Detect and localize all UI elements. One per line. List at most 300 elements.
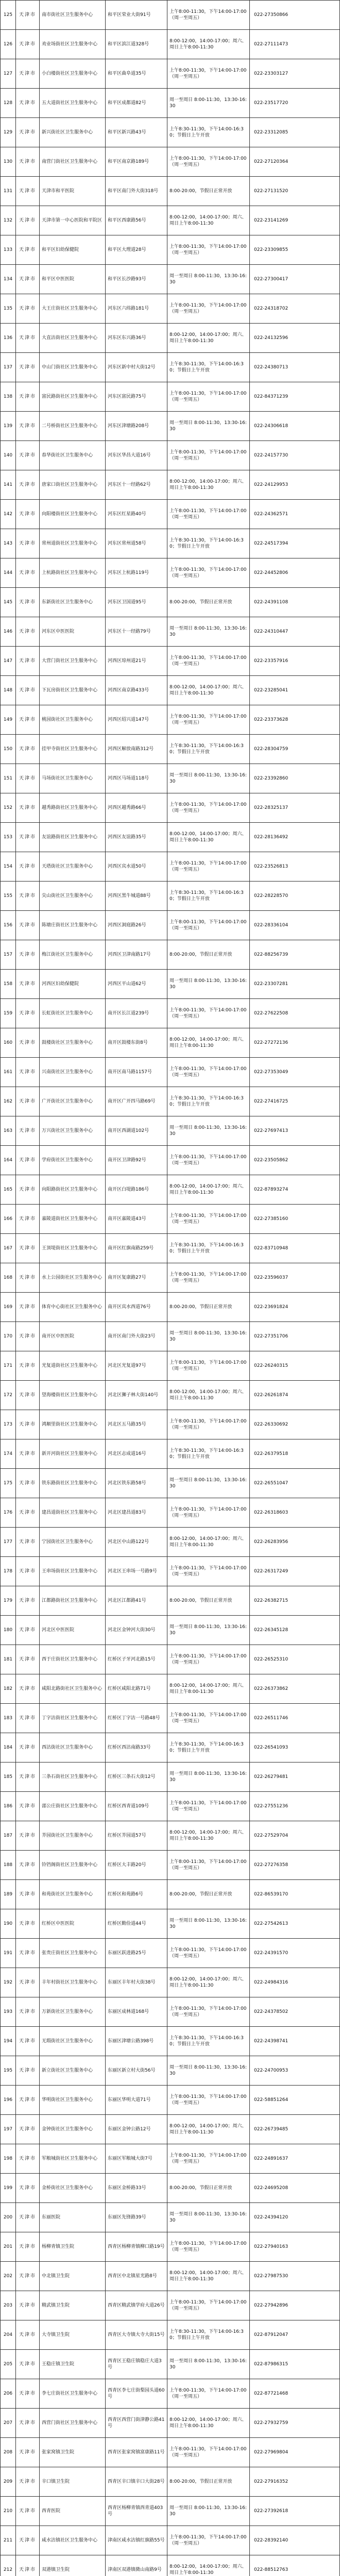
name-cell: 梅江街社区卫生服务中心 bbox=[40, 940, 106, 970]
row-number: 191 bbox=[1, 1939, 16, 1968]
phone-cell: 022-23392860 bbox=[250, 764, 340, 793]
name-cell: 王串场街社区卫生服务中心 bbox=[40, 1557, 106, 1586]
city-cell: 天津市 bbox=[16, 1146, 40, 1175]
name-cell: 中北镇卫生院 bbox=[40, 2262, 106, 2291]
phone-cell: 022-23505862 bbox=[250, 1146, 340, 1175]
address-cell: 西青区大寺镇大寺大街15号 bbox=[106, 2320, 167, 2350]
city-cell: 天津市 bbox=[16, 1557, 40, 1586]
phone-cell: 022-23596037 bbox=[250, 1263, 340, 1293]
name-cell: 春华街社区卫生服务中心 bbox=[40, 441, 106, 470]
table-row bbox=[1, 1645, 340, 1674]
address-cell: 河西区平山道62号 bbox=[106, 970, 167, 999]
hours-cell: 上午8:00-11:30，下午14:00-17:00（周一至周五） bbox=[167, 2232, 250, 2262]
city-cell: 天津市 bbox=[16, 2379, 40, 2409]
address-cell: 南开区复康路27号 bbox=[106, 1263, 167, 1293]
table-row bbox=[1, 1792, 340, 1821]
table-row bbox=[1, 647, 340, 676]
name-cell: 望海楼街社区卫生服务中心 bbox=[40, 1381, 106, 1410]
hours-cell: 上午8:30-11:30，下午14:00-16:30；节假日上午开放 bbox=[167, 1733, 250, 1762]
row-number: 188 bbox=[1, 1851, 16, 1880]
city-cell: 天津市 bbox=[16, 1498, 40, 1528]
hours-cell: 上午8:00-11:30，下午14:00-17:00（周一至周五） bbox=[167, 2291, 250, 2320]
address-cell: 河北区狮子林大街140号 bbox=[106, 1381, 167, 1410]
city-cell: 天津市 bbox=[16, 177, 40, 206]
address-cell: 河北区王串场一号路9号 bbox=[106, 1557, 167, 1586]
city-cell: 天津市 bbox=[16, 500, 40, 529]
row-number: 179 bbox=[1, 1586, 16, 1616]
name-cell: 和苑街社区卫生服务中心 bbox=[40, 1880, 106, 1909]
row-number: 182 bbox=[1, 1674, 16, 1704]
address-cell: 西青区中北镇星光路8号 bbox=[106, 2262, 167, 2291]
phone-cell: 022-23303127 bbox=[250, 59, 340, 89]
city-cell: 天津市 bbox=[16, 2262, 40, 2291]
address-cell: 河东区六纬路181号 bbox=[106, 294, 167, 324]
address-cell: 西青区辛口镇辛口大街28号 bbox=[106, 2467, 167, 2497]
row-number: 173 bbox=[1, 1410, 16, 1439]
name-cell: 河西区妇幼保健院 bbox=[40, 970, 106, 999]
hours-cell: 8:00-12:00，14:00-17:00；周六、周日上午8:00-11:30 bbox=[167, 2409, 250, 2438]
name-cell: 精武镇卫生院 bbox=[40, 2291, 106, 2320]
row-number: 162 bbox=[1, 1087, 16, 1116]
hours-cell: 上午8:30-11:30，下午14:00-16:30；节假日上午开放 bbox=[167, 1087, 250, 1116]
table-row bbox=[1, 911, 340, 940]
table-row bbox=[1, 1968, 340, 1997]
address-cell: 红桥区大丰路20号 bbox=[106, 1851, 167, 1880]
hours-cell: 周一至周日 8:00-11:30，13:30-16:30 bbox=[167, 2350, 250, 2379]
table-row bbox=[1, 441, 340, 470]
city-cell: 天津市 bbox=[16, 823, 40, 852]
city-cell: 天津市 bbox=[16, 588, 40, 617]
hours-cell: 8:00-12:00，14:00-17:00；周六、周日上午8:00-11:30 bbox=[167, 1381, 250, 1410]
row-number: 137 bbox=[1, 353, 16, 382]
table-row bbox=[1, 1997, 340, 2027]
phone-cell: 022-24306618 bbox=[250, 412, 340, 441]
name-cell: 新开河街社区卫生服务中心 bbox=[40, 1439, 106, 1469]
address-cell: 南开区宾水西道76号 bbox=[106, 1293, 167, 1322]
name-cell: 下瓦房街社区卫生服务中心 bbox=[40, 676, 106, 705]
table-row bbox=[1, 2497, 340, 2526]
name-cell: 王稳庄镇卫生院 bbox=[40, 2350, 106, 2379]
row-number: 190 bbox=[1, 1909, 16, 1939]
table-row bbox=[1, 1557, 340, 1586]
address-cell: 东丽区金桥路33号 bbox=[106, 2174, 167, 2203]
name-cell: 向阳路街社区卫生服务中心 bbox=[40, 1175, 106, 1205]
city-cell: 天津市 bbox=[16, 2144, 40, 2174]
table-row bbox=[1, 1028, 340, 1058]
phone-cell: 022-86539170 bbox=[250, 1880, 340, 1909]
address-cell: 西青区王稳庄镇稳庄大道3号 bbox=[106, 2350, 167, 2379]
phone-cell: 022-24452806 bbox=[250, 558, 340, 588]
address-cell: 河北区五马路35号 bbox=[106, 1410, 167, 1439]
row-number: 166 bbox=[1, 1205, 16, 1234]
table-row bbox=[1, 1762, 340, 1792]
hours-cell: 8:00-20:00，节假日正常开放 bbox=[167, 940, 250, 970]
name-cell: 天塔街社区卫生服务中心 bbox=[40, 852, 106, 882]
row-number: 205 bbox=[1, 2350, 16, 2379]
hours-cell: 上午8:00-11:30，下午14:00-17:00（周一至周五） bbox=[167, 500, 250, 529]
phone-cell: 022-27120364 bbox=[250, 147, 340, 177]
name-cell: 二号桥街社区卫生服务中心 bbox=[40, 412, 106, 441]
row-number: 211 bbox=[1, 2526, 16, 2555]
phone-cell: 022-27392618 bbox=[250, 2497, 340, 2526]
hours-cell: 周一至周日 8:00-11:30，13:30-16:30 bbox=[167, 1616, 250, 1645]
address-cell: 河东区十一经路62号 bbox=[106, 470, 167, 500]
row-number: 127 bbox=[1, 59, 16, 89]
name-cell: 友谊路街社区卫生服务中心 bbox=[40, 823, 106, 852]
name-cell: 南开区中医医院 bbox=[40, 1322, 106, 1351]
address-cell: 河北区江都路41号 bbox=[106, 1586, 167, 1616]
phone-cell: 022-26283956 bbox=[250, 1528, 340, 1557]
address-cell: 南开区长江道239号 bbox=[106, 999, 167, 1028]
city-cell: 天津市 bbox=[16, 1469, 40, 1498]
table-row bbox=[1, 1821, 340, 1851]
city-cell: 天津市 bbox=[16, 1733, 40, 1762]
city-cell: 天津市 bbox=[16, 1645, 40, 1674]
hours-cell: 上午8:30-11:30，下午14:00-16:30；节假日上午开放 bbox=[167, 1234, 250, 1263]
phone-cell: 022-24318702 bbox=[250, 294, 340, 324]
phone-cell: 022-84371239 bbox=[250, 382, 340, 412]
hours-cell: 上午8:00-11:30，下午14:00-17:00（周一至周五） bbox=[167, 911, 250, 940]
hours-cell: 上午8:00-11:30，下午14:00-17:00（周一至周五） bbox=[167, 294, 250, 324]
name-cell: 西于庄街社区卫生服务中心 bbox=[40, 1645, 106, 1674]
table-row bbox=[1, 470, 340, 500]
city-cell: 天津市 bbox=[16, 1381, 40, 1410]
address-cell: 和平区新兴路43号 bbox=[106, 118, 167, 147]
city-cell: 天津市 bbox=[16, 1116, 40, 1146]
table-row bbox=[1, 1146, 340, 1175]
city-cell: 天津市 bbox=[16, 1851, 40, 1880]
phone-cell: 022-24380713 bbox=[250, 353, 340, 382]
phone-cell: 022-87912047 bbox=[250, 2320, 340, 2350]
hours-cell: 上午8:30-11:30，下午14:00-16:30；节假日上午开放 bbox=[167, 882, 250, 911]
row-number: 140 bbox=[1, 441, 16, 470]
name-cell: 邵公庄街社区卫生服务中心 bbox=[40, 1792, 106, 1821]
table-row bbox=[1, 529, 340, 558]
table-row bbox=[1, 1175, 340, 1205]
row-number: 208 bbox=[1, 2438, 16, 2467]
table-row bbox=[1, 235, 340, 265]
address-cell: 红桥区丁字沽一号路48号 bbox=[106, 1704, 167, 1733]
table-row bbox=[1, 1851, 340, 1880]
row-number: 206 bbox=[1, 2379, 16, 2409]
name-cell: 东新街社区卫生服务中心 bbox=[40, 588, 106, 617]
row-number: 141 bbox=[1, 470, 16, 500]
row-number: 159 bbox=[1, 999, 16, 1028]
table-row bbox=[1, 2027, 340, 2056]
name-cell: 向阳楼街社区卫生服务中心 bbox=[40, 500, 106, 529]
table-row bbox=[1, 1469, 340, 1498]
address-cell: 和平区南门外大街318号 bbox=[106, 177, 167, 206]
hours-cell: 上午8:00-11:30，下午14:00-17:00（周一至周五） bbox=[167, 1498, 250, 1528]
table-row bbox=[1, 59, 340, 89]
table-row bbox=[1, 1880, 340, 1909]
phone-cell: 022-23691824 bbox=[250, 1293, 340, 1322]
hours-cell: 上午8:30-11:30，下午14:00-16:30；节假日上午开放 bbox=[167, 529, 250, 558]
city-cell: 天津市 bbox=[16, 1586, 40, 1616]
city-cell: 天津市 bbox=[16, 59, 40, 89]
hours-cell: 8:00-20:00，节假日正常开放 bbox=[167, 1586, 250, 1616]
address-cell: 西青区杨柳青镇柳口路19号 bbox=[106, 2232, 167, 2262]
hours-cell: 8:00-20:00，节假日正常开放 bbox=[167, 588, 250, 617]
city-cell: 天津市 bbox=[16, 2526, 40, 2555]
address-cell: 东丽区新立村大街56号 bbox=[106, 2056, 167, 2086]
phone-cell: 022-26240315 bbox=[250, 1351, 340, 1381]
table-row bbox=[1, 2086, 340, 2115]
address-cell: 南开区西湖道102号 bbox=[106, 1116, 167, 1146]
table-row bbox=[1, 2262, 340, 2291]
row-number: 136 bbox=[1, 324, 16, 353]
row-number: 142 bbox=[1, 500, 16, 529]
hours-cell: 上午8:30-11:30，下午14:00-16:30；节假日上午开放 bbox=[167, 2320, 250, 2350]
table-row bbox=[1, 1909, 340, 1939]
name-cell: 大王庄街社区卫生服务中心 bbox=[40, 294, 106, 324]
name-cell: 兴南街社区卫生服务中心 bbox=[40, 1058, 106, 1087]
address-cell: 河北区铁东路58号 bbox=[106, 1469, 167, 1498]
phone-cell: 022-28304759 bbox=[250, 735, 340, 764]
city-cell: 天津市 bbox=[16, 2409, 40, 2438]
address-cell: 河西区黑牛城道88号 bbox=[106, 882, 167, 911]
row-number: 154 bbox=[1, 852, 16, 882]
city-cell: 天津市 bbox=[16, 2467, 40, 2497]
name-cell: 辛口镇卫生院 bbox=[40, 2467, 106, 2497]
phone-cell: 022-26330692 bbox=[250, 1410, 340, 1439]
city-cell: 天津市 bbox=[16, 2555, 40, 2576]
row-number: 197 bbox=[1, 2115, 16, 2144]
address-cell: 红桥区咸阳北路71号 bbox=[106, 1674, 167, 1704]
hours-cell: 上午8:00-11:30，下午14:00-17:00（周一至周五） bbox=[167, 1410, 250, 1439]
city-cell: 天津市 bbox=[16, 1410, 40, 1439]
phone-cell: 022-24700953 bbox=[250, 2056, 340, 2086]
address-cell: 河西区洞庭路26号 bbox=[106, 911, 167, 940]
city-cell: 天津市 bbox=[16, 265, 40, 294]
city-cell: 天津市 bbox=[16, 2497, 40, 2526]
table-row bbox=[1, 1058, 340, 1087]
hours-cell: 8:00-12:00，14:00-17:00；周六、周日上午8:00-11:30 bbox=[167, 1968, 250, 1997]
city-cell: 天津市 bbox=[16, 1351, 40, 1381]
address-cell: 东丽区金钟公路12号 bbox=[106, 2115, 167, 2144]
name-cell: 河东区中医医院 bbox=[40, 617, 106, 647]
city-cell: 天津市 bbox=[16, 1997, 40, 2027]
address-cell: 河东区卫国道95号 bbox=[106, 588, 167, 617]
hours-cell: 上午8:00-11:30，下午14:00-17:00（周一至周五） bbox=[167, 999, 250, 1028]
table-row bbox=[1, 1263, 340, 1293]
row-number: 187 bbox=[1, 1821, 16, 1851]
address-cell: 河西区马场道118号 bbox=[106, 764, 167, 793]
hours-cell: 8:00-20:00，节假日正常开放 bbox=[167, 2174, 250, 2203]
city-cell: 天津市 bbox=[16, 412, 40, 441]
address-cell: 河东区津塘路208号 bbox=[106, 412, 167, 441]
phone-cell: 022-27351706 bbox=[250, 1322, 340, 1351]
row-number: 172 bbox=[1, 1381, 16, 1410]
hours-cell: 8:00-12:00，14:00-17:00；周六、周日上午8:00-11:30 bbox=[167, 206, 250, 235]
row-number: 132 bbox=[1, 206, 16, 235]
city-cell: 天津市 bbox=[16, 1234, 40, 1263]
phone-cell: 022-23517720 bbox=[250, 89, 340, 118]
table-row bbox=[1, 1498, 340, 1528]
phone-cell: 022-24517394 bbox=[250, 529, 340, 558]
address-cell: 河北区志成道16号 bbox=[106, 1439, 167, 1469]
address-cell: 东丽区军粮城大街7号 bbox=[106, 2144, 167, 2174]
table-row bbox=[1, 2232, 340, 2262]
address-cell: 和平区荣业大街91号 bbox=[106, 1, 167, 30]
address-cell: 南开区南马路1157号 bbox=[106, 1058, 167, 1087]
hours-cell: 周一至周日 8:00-11:30，13:30-16:30 bbox=[167, 2203, 250, 2232]
city-cell: 天津市 bbox=[16, 1263, 40, 1293]
row-number: 199 bbox=[1, 2174, 16, 2203]
row-number: 146 bbox=[1, 617, 16, 647]
city-cell: 天津市 bbox=[16, 1762, 40, 1792]
row-number: 157 bbox=[1, 940, 16, 970]
table-row bbox=[1, 1439, 340, 1469]
table-row bbox=[1, 294, 340, 324]
name-cell: 光复道街社区卫生服务中心 bbox=[40, 1351, 106, 1381]
hours-cell: 8:00-20:00，节假日正常开放 bbox=[167, 1880, 250, 1909]
address-cell: 红桥区西沽南路33号 bbox=[106, 1733, 167, 1762]
table-row bbox=[1, 1322, 340, 1351]
row-number: 145 bbox=[1, 588, 16, 617]
city-cell: 天津市 bbox=[16, 235, 40, 265]
name-cell: 嘉陵道街社区卫生服务中心 bbox=[40, 1205, 106, 1234]
table-row bbox=[1, 1410, 340, 1439]
table-row bbox=[1, 823, 340, 852]
phone-cell: 022-24157730 bbox=[250, 441, 340, 470]
name-cell: 南市街社区卫生服务中心 bbox=[40, 1, 106, 30]
table-row bbox=[1, 147, 340, 177]
city-cell: 天津市 bbox=[16, 2056, 40, 2086]
address-cell: 河西区越秀路66号 bbox=[106, 793, 167, 823]
city-cell: 天津市 bbox=[16, 1939, 40, 1968]
city-cell: 天津市 bbox=[16, 1528, 40, 1557]
row-number: 192 bbox=[1, 1968, 16, 1997]
row-number: 176 bbox=[1, 1498, 16, 1528]
name-cell: 桃园街社区卫生服务中心 bbox=[40, 705, 106, 735]
phone-cell: 022-26511746 bbox=[250, 1704, 340, 1733]
address-cell: 和平区曲阜道35号 bbox=[106, 59, 167, 89]
table-row bbox=[1, 676, 340, 705]
table-row bbox=[1, 558, 340, 588]
hours-cell: 上午8:30-11:30，下午14:00-16:30；节假日上午开放 bbox=[167, 118, 250, 147]
name-cell: 中山门街社区卫生服务中心 bbox=[40, 353, 106, 382]
address-cell: 西青区李七庄街梨园头道60号 bbox=[106, 2379, 167, 2409]
name-cell: 天津市和平医院 bbox=[40, 177, 106, 206]
phone-cell: 022-26382715 bbox=[250, 1586, 340, 1616]
name-cell: 学府街社区卫生服务中心 bbox=[40, 1146, 106, 1175]
hours-cell: 8:00-12:00，14:00-17:00；周六、周日上午8:00-11:30 bbox=[167, 470, 250, 500]
address-cell: 南开区广开四马路69号 bbox=[106, 1087, 167, 1116]
name-cell: 宁园街社区卫生服务中心 bbox=[40, 1528, 106, 1557]
city-cell: 天津市 bbox=[16, 1, 40, 30]
phone-cell: 022-24394120 bbox=[250, 2203, 340, 2232]
phone-cell: 022-27551236 bbox=[250, 1792, 340, 1821]
table-row bbox=[1, 1293, 340, 1322]
phone-cell: 022-27272136 bbox=[250, 1028, 340, 1058]
row-number: 148 bbox=[1, 676, 16, 705]
phone-cell: 022-24391570 bbox=[250, 1939, 340, 1968]
phone-cell: 022-23312085 bbox=[250, 118, 340, 147]
name-cell: 劝业场街社区卫生服务中心 bbox=[40, 30, 106, 59]
phone-cell: 022-87721468 bbox=[250, 2379, 340, 2409]
city-cell: 天津市 bbox=[16, 1175, 40, 1205]
name-cell: 马场街社区卫生服务中心 bbox=[40, 764, 106, 793]
address-cell: 红桥区和苑路6号 bbox=[106, 1880, 167, 1909]
name-cell: 大直沽街社区卫生服务中心 bbox=[40, 324, 106, 353]
hours-cell: 8:00-20:00，节假日正常开放 bbox=[167, 177, 250, 206]
hours-cell: 8:00-20:00，节假日正常开放 bbox=[167, 1293, 250, 1322]
address-cell: 和平区滨江道328号 bbox=[106, 30, 167, 59]
city-cell: 天津市 bbox=[16, 2320, 40, 2350]
table-row bbox=[1, 118, 340, 147]
address-cell: 河西区绍兴道147号 bbox=[106, 705, 167, 735]
row-number: 184 bbox=[1, 1733, 16, 1762]
hours-cell: 周一至周日 8:00-11:30，13:30-16:30 bbox=[167, 1762, 250, 1792]
name-cell: 万新街社区卫生服务中心 bbox=[40, 1997, 106, 2027]
name-cell: 越秀路街社区卫生服务中心 bbox=[40, 793, 106, 823]
hours-cell: 8:00-12:00，14:00-17:00；周六、周日上午8:00-11:30 bbox=[167, 823, 250, 852]
city-cell: 天津市 bbox=[16, 1439, 40, 1469]
address-cell: 河东区华昌大道16号 bbox=[106, 441, 167, 470]
table-row bbox=[1, 2467, 340, 2497]
name-cell: 西青医院 bbox=[40, 2497, 106, 2526]
row-number: 153 bbox=[1, 823, 16, 852]
city-cell: 天津市 bbox=[16, 118, 40, 147]
hours-cell: 周一至周日 8:00-11:30，13:30-16:30 bbox=[167, 2497, 250, 2526]
phone-cell: 022-27353049 bbox=[250, 1058, 340, 1087]
hours-cell: 上午8:00-11:30，下午14:00-17:00（周一至周五） bbox=[167, 382, 250, 412]
table-row bbox=[1, 2526, 340, 2555]
name-cell: 军粮城街社区卫生服务中心 bbox=[40, 2144, 106, 2174]
address-cell: 南开区嘉陵道43号 bbox=[106, 1205, 167, 1234]
name-cell: 鸿顺里街社区卫生服务中心 bbox=[40, 1410, 106, 1439]
name-cell: 金桥街社区卫生服务中心 bbox=[40, 2174, 106, 2203]
table-row bbox=[1, 2438, 340, 2467]
phone-cell: 022-27987530 bbox=[250, 2262, 340, 2291]
phone-cell: 022-24891637 bbox=[250, 2144, 340, 2174]
row-number: 164 bbox=[1, 1146, 16, 1175]
phone-cell: 022-28336104 bbox=[250, 911, 340, 940]
hours-cell: 上午8:30-11:30，下午14:00-16:30；节假日上午开放 bbox=[167, 2027, 250, 2056]
hours-cell: 上午8:30-11:30，下午14:00-16:30；节假日上午开放 bbox=[167, 353, 250, 382]
phone-cell: 022-24362571 bbox=[250, 500, 340, 529]
row-number: 126 bbox=[1, 30, 16, 59]
address-cell: 和平区成都道82号 bbox=[106, 89, 167, 118]
phone-cell: 022-87893274 bbox=[250, 1175, 340, 1205]
city-cell: 天津市 bbox=[16, 793, 40, 823]
city-cell: 天津市 bbox=[16, 2027, 40, 2056]
hours-cell: 上午8:00-11:30，下午14:00-17:00（周一至周五） bbox=[167, 2086, 250, 2115]
row-number: 177 bbox=[1, 1528, 16, 1557]
phone-cell: 022-24378502 bbox=[250, 1997, 340, 2027]
name-cell: 小白楼街社区卫生服务中心 bbox=[40, 59, 106, 89]
name-cell: 王顶堤街社区卫生服务中心 bbox=[40, 1234, 106, 1263]
name-cell: 南营门街社区卫生服务中心 bbox=[40, 147, 106, 177]
name-cell: 铁东路街社区卫生服务中心 bbox=[40, 1469, 106, 1498]
phone-cell: 022-23307281 bbox=[250, 970, 340, 999]
city-cell: 天津市 bbox=[16, 764, 40, 793]
row-number: 201 bbox=[1, 2232, 16, 2262]
table-row bbox=[1, 1939, 340, 1968]
name-cell: 咸水沽镇社区卫生服务中心 bbox=[40, 2526, 106, 2555]
table-row bbox=[1, 2409, 340, 2438]
city-cell: 天津市 bbox=[16, 2438, 40, 2467]
table-row bbox=[1, 2144, 340, 2174]
phone-cell: 022-58851264 bbox=[250, 2086, 340, 2115]
name-cell: 张贵庄街社区卫生服务中心 bbox=[40, 1939, 106, 1968]
table-row bbox=[1, 793, 340, 823]
phone-cell: 022-23357916 bbox=[250, 647, 340, 676]
city-cell: 天津市 bbox=[16, 324, 40, 353]
hours-cell: 上午8:00-11:30，下午14:00-17:00（周一至周五） bbox=[167, 147, 250, 177]
city-cell: 天津市 bbox=[16, 1058, 40, 1087]
